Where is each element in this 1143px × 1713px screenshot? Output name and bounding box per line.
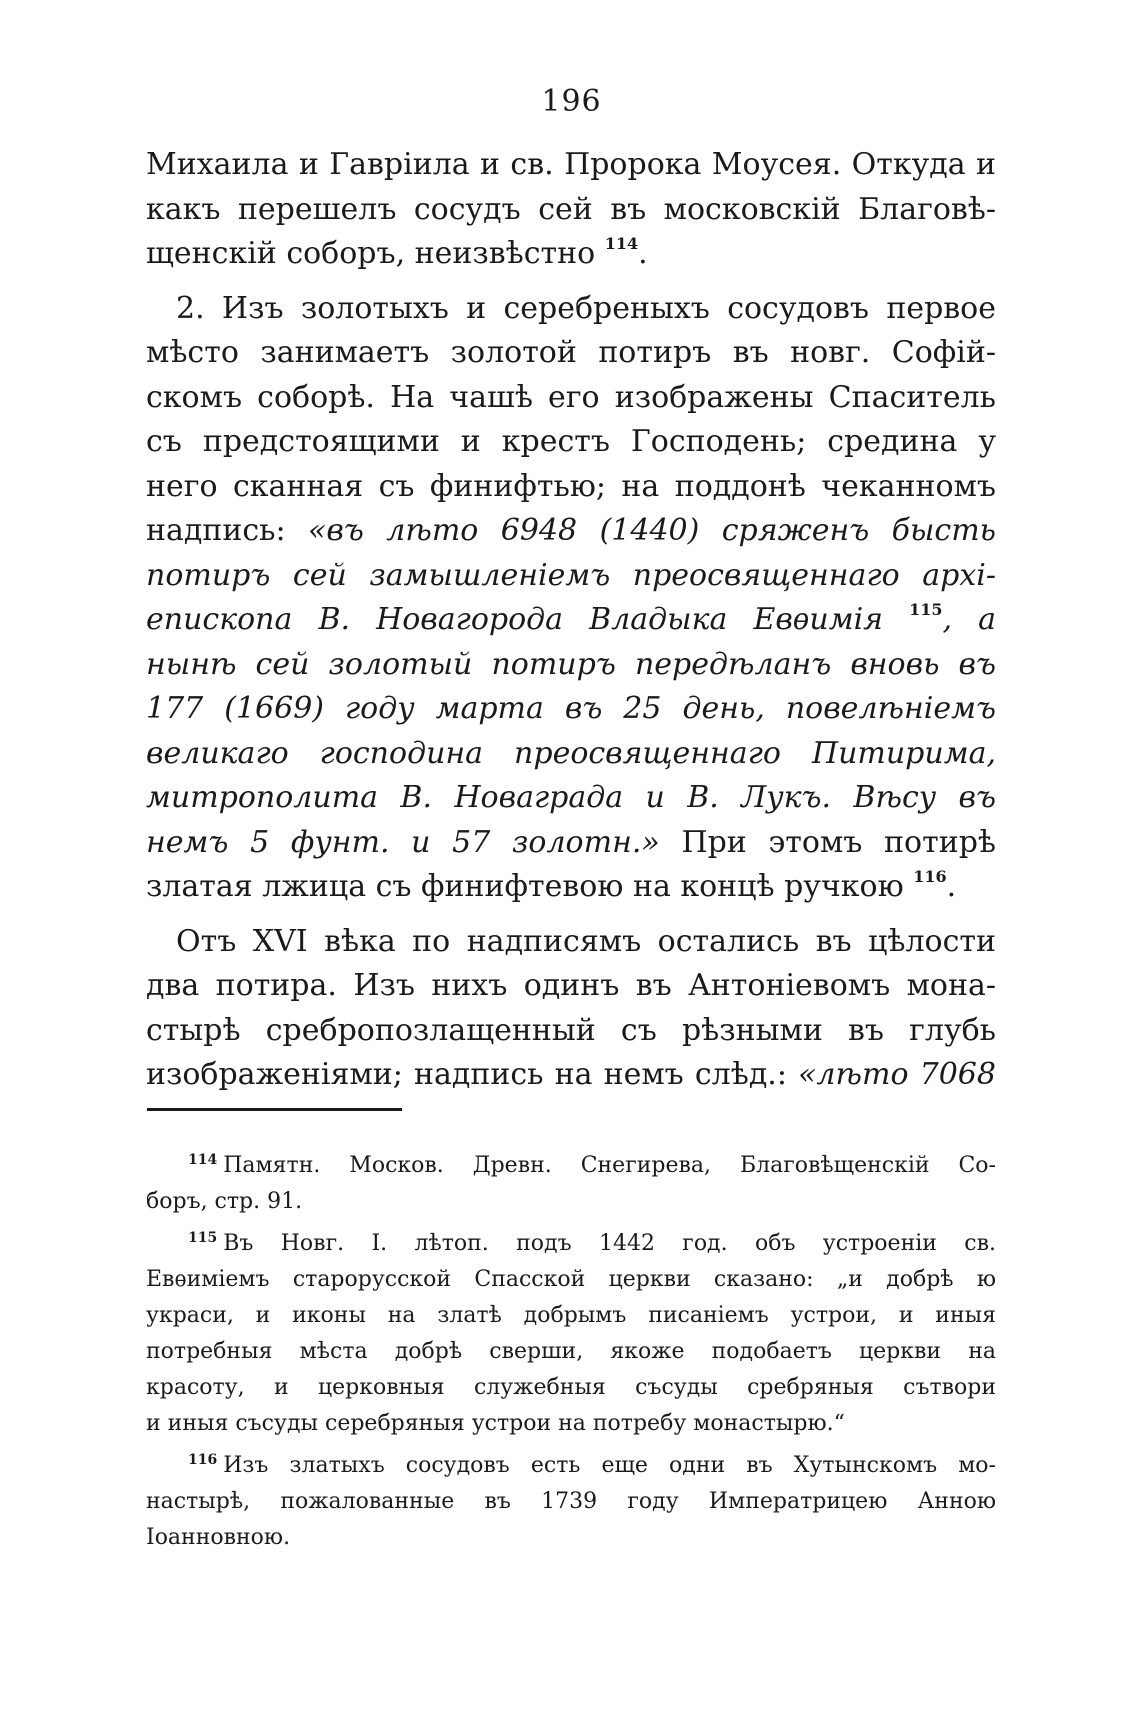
inscription-quote: 177 (1669) году марта въ 25 день, повелѣніемъ — [146, 691, 996, 726]
text-line: 2. Изъ золотыхъ и серебреныхъ сосудовъ первое — [176, 290, 996, 326]
inscription-quote: , а — [942, 602, 996, 637]
inscription-quote: нынѣ сей золотый потиръ передѣланъ вновь въ — [146, 646, 996, 682]
text-line: Михаила и Гавріила и св. Пророка Моусея. Откуда и — [146, 147, 996, 182]
footnote-number: 114 — [188, 1152, 218, 1168]
inscription-quote: великаго господина преосвященнаго Питирима, — [146, 735, 996, 771]
inscription-quote: потиръ сей замышленіемъ преосвященнаго архі- — [146, 557, 996, 593]
footnote-line: красоту, и церковныя служебныя съсуды сребряныя сътвори — [146, 1375, 996, 1400]
footnote-line: Евѳиміемъ старорусской Спасской церкви сказано: „и добрѣ ю — [146, 1267, 996, 1292]
footnote-line: настырѣ, пожалованные въ 1739 году Императрицею Анною — [146, 1489, 996, 1514]
line-text: златая лжица съ финифтевою на концѣ ручкою — [146, 869, 904, 904]
footnote-line: Іоанновною. — [146, 1525, 291, 1550]
footnote-line — [146, 1448, 996, 1484]
main-text — [146, 143, 996, 1098]
inscription-quote: «въ лѣто 6948 (1440) сряженъ бысть — [308, 513, 996, 548]
inscription-quote: «лѣто 7068 — [798, 1057, 996, 1092]
footnote-number: 115 — [188, 1230, 218, 1246]
footnote-ref: 114 — [604, 234, 639, 253]
footnotes — [146, 1148, 996, 1556]
footnote-text: Изъ златыхъ сосудовъ есть еще одни въ Хутынскомъ мо- — [223, 1453, 996, 1478]
footnote-line — [146, 1148, 996, 1184]
inscription-quote: немъ 5 фунт. и 57 золотн.» — [146, 824, 660, 860]
text-line: скомъ соборѣ. На чашѣ его изображены Спаситель — [146, 379, 996, 415]
text-line: Отъ XVI вѣка по надписямъ остались въ цѣлости — [176, 923, 996, 959]
text-line: него сканная съ финифтью; на поддонѣ чеканномъ — [146, 468, 996, 504]
line-text: При этомъ потирѣ — [681, 824, 996, 860]
text-line — [146, 865, 996, 910]
footnote-ref: 115 — [909, 600, 943, 619]
text-line — [146, 232, 996, 277]
footnote-text: Въ Новг. I. лѣтоп. подъ 1442 год. объ устроеніи св. — [223, 1231, 996, 1256]
line-text: изображеніями; надпись на немъ слѣд.: — [146, 1057, 787, 1092]
text-line: мѣсто занимаетъ золотой потиръ въ новг. Софій- — [146, 335, 996, 370]
footnote-divider — [147, 1108, 402, 1111]
line-text: щенскій соборъ, неизвѣстно — [146, 236, 596, 271]
inscription-quote: епископа В. Новагорода Владыка Евѳимія — [146, 602, 884, 637]
text-line: какъ перешелъ сосудъ сей въ московскій Благовѣ- — [146, 191, 996, 227]
footnote-ref: 116 — [913, 867, 947, 886]
footnote-line: потребныя мѣста добрѣ сверши, якоже подобаетъ церкви на — [146, 1339, 996, 1364]
text-line: стырѣ сребропозлащенный съ рѣзными въ глубь — [146, 1012, 996, 1048]
text-line — [146, 1053, 996, 1098]
text-line — [146, 509, 996, 554]
text-line: съ предстоящими и крестъ Господень; средина у — [146, 424, 996, 459]
text-line — [146, 821, 996, 866]
page-number: 196 — [541, 84, 602, 119]
line-text: надпись: — [146, 513, 286, 548]
footnote-line: боръ, стр. 91. — [146, 1189, 303, 1214]
inscription-quote: митрополита В. Новаграда и В. Лукъ. Вѣсу въ — [146, 780, 996, 815]
footnote-line: украси, и иконы на златѣ добрымъ писаніемъ устрои, и иныя — [146, 1303, 996, 1328]
footnote-text: Памятн. Москов. Древн. Снегирева, Благовѣщенскій Со- — [223, 1153, 996, 1178]
text-line: два потира. Изъ нихъ одинъ въ Антоніевомъ мона- — [146, 968, 996, 1003]
punctuation: . — [946, 869, 957, 904]
punctuation: . — [638, 236, 648, 271]
text-line — [146, 598, 996, 643]
footnote-number: 116 — [188, 1452, 218, 1468]
footnote-line — [146, 1226, 996, 1262]
footnote-line: и иныя съсуды серебряныя устрои на потребу монастырю.“ — [146, 1411, 845, 1436]
